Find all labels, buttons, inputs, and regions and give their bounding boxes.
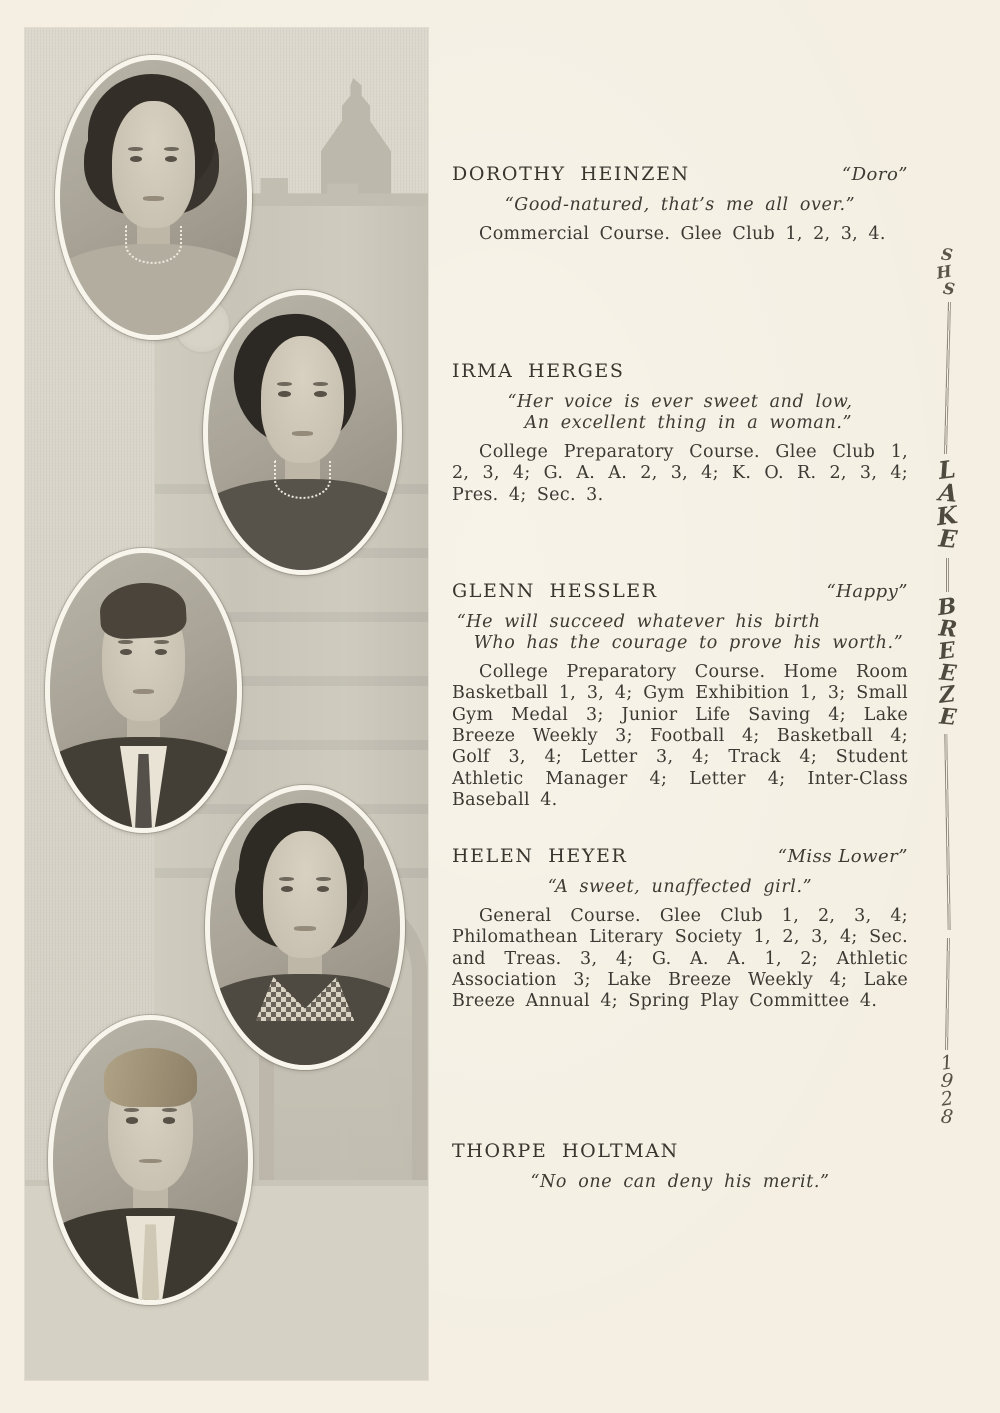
title-letter: L [936, 454, 958, 485]
monogram-letter: H [934, 261, 954, 283]
portrait-face [261, 336, 344, 463]
side-ornament [916, 0, 978, 1413]
quote-line: “Good-natured, that’s me all over.” [504, 195, 856, 215]
student-nickname: “Miss Lower” [777, 846, 908, 867]
year-digit: 9 [939, 1069, 955, 1093]
name-row [452, 360, 908, 382]
student-quote [452, 195, 908, 216]
quote-line: “He will succeed whatever his birth [456, 612, 821, 632]
ornament-rule [946, 558, 949, 592]
portrait-face [263, 831, 347, 958]
student-quote [452, 392, 908, 434]
title-letter: R [937, 615, 959, 643]
portrait-glenn-hessler [45, 548, 242, 833]
student-quote [452, 1172, 908, 1193]
student-activities: General Course. Glee Club 1, 2, 3, 4; Philomathean Literary Society 1, 2, 3, 4; Sec. and Treas. 3, 4; G. A. A. 1, 2; Athletic Association 3; Lake Breeze Weekly 4; Lake Breeze Annual 4; Spring Play Committee 4. [452, 906, 908, 1012]
quote-line: “No one can deny his merit.” [530, 1172, 830, 1192]
title-letter: K [934, 499, 960, 532]
title-letter: E [938, 703, 958, 731]
title-letter: E [937, 637, 957, 665]
student-activities: College Preparatory Course. Glee Club 1, 2, 3, 4; G. A. A. 2, 3, 4; K. O. R. 2, 3, 4; Pres. 4; Sec. 3. [452, 442, 908, 505]
title-letter: E [937, 523, 959, 554]
title-letter: E [938, 659, 958, 687]
quote-line: “Her voice is ever sweet and low, [507, 392, 853, 412]
portrait-hair [104, 1048, 198, 1107]
monogram-letter: S [941, 278, 957, 299]
student-activities: Commercial Course. Glee Club 1, 2, 3, 4. [479, 224, 886, 244]
name-row [452, 845, 908, 867]
title-letter: Z [937, 681, 957, 709]
student-activities: College Preparatory Course. Home Room Basketball 1, 3, 4; Gym Exhibition 1, 3; Small Gym Medal 3; Junior Life Saving 4; Lake Breeze Weekly 3; Football 4; Basketball 4; Golf 3, 4; Letter 3, 4; Track 4; Student Athletic Manager 4; Letter 4; Inter-Class Baseball 4. [452, 662, 908, 811]
quote-line: An excellent thing in a woman.” [524, 413, 853, 433]
name-row [452, 163, 908, 185]
student-nickname: “Happy” [826, 581, 908, 602]
quote-line: Who has the courage to prove his worth.” [473, 633, 904, 653]
year-digit: 2 [939, 1087, 955, 1111]
vertical-title-breeze [916, 592, 978, 731]
ornament-rule [945, 938, 950, 1050]
student-quote [452, 877, 908, 898]
student-name: DOROTHY HEINZEN [452, 163, 690, 185]
portrait-dress [205, 974, 405, 1070]
portrait-necklace [125, 225, 181, 264]
student-entry-glenn-hessler [452, 580, 908, 811]
name-row [452, 1140, 908, 1162]
ornament-rule [944, 302, 951, 454]
year-digit: 1 [939, 1051, 955, 1075]
ornament-rule [944, 734, 950, 930]
monogram-letter: S [940, 244, 954, 265]
student-entry-irma-herges [452, 360, 908, 506]
vertical-title-lake [916, 454, 978, 554]
student-entry-thorpe-holtman [452, 1140, 908, 1193]
student-name: GLENN HESSLER [452, 580, 658, 602]
portrait-dorothy-heinzen [55, 55, 252, 340]
name-row [452, 580, 908, 602]
student-name: IRMA HERGES [452, 360, 625, 382]
student-name: THORPE HOLTMAN [452, 1140, 679, 1162]
vertical-year-1928 [916, 1051, 978, 1129]
shs-monogram [916, 246, 978, 297]
quote-line: “A sweet, unaffected girl.” [547, 877, 813, 897]
title-letter: A [937, 477, 959, 508]
student-name: HELEN HEYER [452, 845, 628, 867]
portrait-face [112, 101, 194, 228]
student-entry-dorothy-heinzen [452, 163, 908, 245]
student-quote [452, 612, 908, 654]
student-nickname: “Doro” [841, 164, 908, 185]
photo-collage [25, 28, 428, 1380]
title-letter: B [936, 592, 958, 622]
year-digit: 8 [939, 1105, 955, 1129]
portrait-pearl-necklace [274, 460, 331, 499]
student-entry-helen-heyer [452, 845, 908, 1013]
